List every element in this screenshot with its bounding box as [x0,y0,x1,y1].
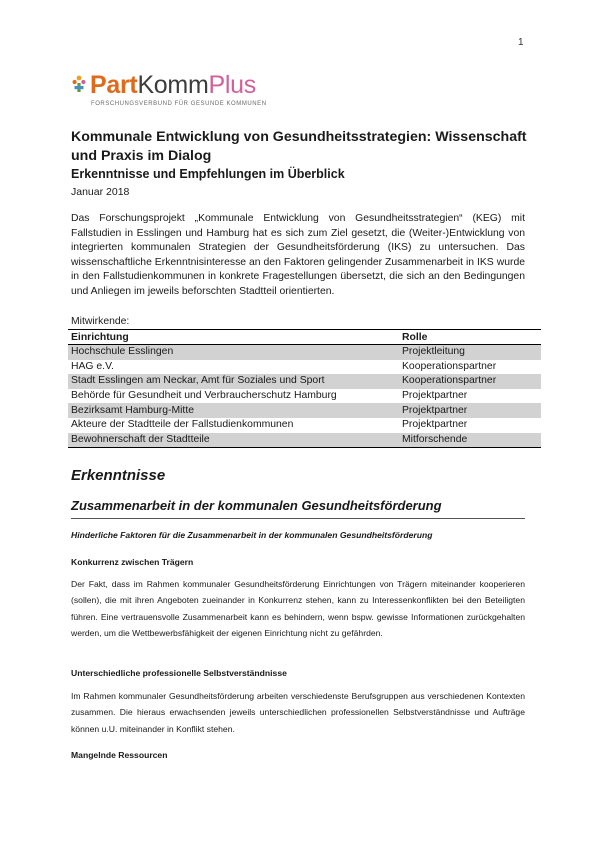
table-row [68,403,541,418]
table-row [68,345,541,360]
cell-institution: Akteure der Stadtteile der Fallstudienkommunen [71,419,294,431]
table-row [68,374,541,389]
cell-institution: Behörde für Gesundheit und Verbraucherschutz Hamburg [71,390,337,402]
logo-wordmark [90,70,256,100]
logo-mark-icon [71,73,91,97]
document-subtitle: Erkenntnisse und Empfehlungen im Überblick [71,167,345,181]
hindering-factors-heading: Hinderliche Faktoren für die Zusammenarbeit in der kommunalen Gesundheitsförderung [71,530,433,540]
logo-komm: Komm [137,71,209,99]
team-label: Mitwirkende: [71,316,130,327]
section-heading-findings: Erkenntnisse [71,467,166,484]
team-table [68,329,541,448]
resources-heading: Mangelnde Ressourcen [71,750,168,760]
team-table-header [68,330,541,345]
logo-tagline: FORSCHUNGSVERBUND FÜR GESUNDE KOMMUNEN [91,101,267,107]
competition-heading: Konkurrenz zwischen Trägern [71,557,194,567]
partkommplus-logo [71,70,271,110]
document-date: Januar 2018 [71,186,130,198]
cell-role: Projektpartner [399,403,541,418]
cell-role: Kooperationspartner [402,360,497,372]
document-title: Kommunale Entwicklung von Gesundheitsstrategien: Wissenschaft und Praxis im Dialog [71,129,527,164]
logo-plus: Plus [208,71,256,99]
page-number: 1 [518,37,524,48]
table-row [68,360,541,375]
cell-institution: Hochschule Esslingen [68,345,399,360]
professional-paragraph: Im Rahmen kommunaler Gesundheitsförderung arbeiten verschiedenste Berufsgruppen aus verschiedenen Kontexten zusammen. Die hieraus erwachsenden jeweils unterschiedlichen professionellen Selbstverständnisse und Aufträge können u.U. miteinander in Konflikt stehen. [71,691,525,734]
intro-paragraph: Das Forschungsprojekt „Kommunale Entwicklung von Gesundheitsstrategien“ (KEG) mit Fallstudien in Esslingen und Hamburg hat es sich zum Ziel gesetzt, die (Weiter-)Entwicklung von integrierten kommunalen Strategien der Gesundheitsförderung (IKS) zu untersuchen. Das wissenschaftliche Erkenntnisinteresse an den Faktoren gelingender Zusammenarbeit in IKS wurde in den Fallstudienkommunen in konkrete Fragestellungen übersetzt, die sich an den Bedingungen und Anliegen im jeweils beforschten Stadtteil orientierten. [71,213,525,297]
cell-role: Kooperationspartner [399,374,541,389]
table-row [68,433,541,448]
cell-role: Projektpartner [402,390,468,402]
cell-institution: Bezirksamt Hamburg-Mitte [68,403,399,418]
competition-paragraph: Der Fakt, dass im Rahmen kommunaler Gesundheitsförderung Einrichtungen von Trägern miteinander kooperieren (sollen), die mit ihren Angeboten zueinander in Konkurrenz stehen, kann zu Interessenkonflikten bei den Beteiligten führen. Eine vertrauensvolle Zusammenarbeit kann es behindern, wenn bspw. gewisse Informationen zurückgehalten werden, um die Wettbewerbsfähigkeit der eigenen Einrichtung nicht zu gefährden. [71,579,525,638]
cell-role: Projektleitung [399,345,541,360]
column-header-role: Rolle [399,330,541,345]
logo-part: Part [90,71,138,99]
subsection-heading-cooperation: Zusammenarbeit in der kommunalen Gesundheitsförderung [71,498,442,513]
cell-role: Projektpartner [402,419,468,431]
subsection-divider [71,518,525,519]
cell-institution: Stadt Esslingen am Neckar, Amt für Soziales und Sport [68,374,399,389]
cell-role: Mitforschende [399,433,541,448]
cell-institution: HAG e.V. [71,360,114,372]
column-header-institution: Einrichtung [68,330,399,345]
professional-heading: Unterschiedliche professionelle Selbstverständnisse [71,668,287,678]
table-row [68,418,541,433]
cell-institution: Bewohnerschaft der Stadtteile [68,433,399,448]
table-row [68,389,541,404]
